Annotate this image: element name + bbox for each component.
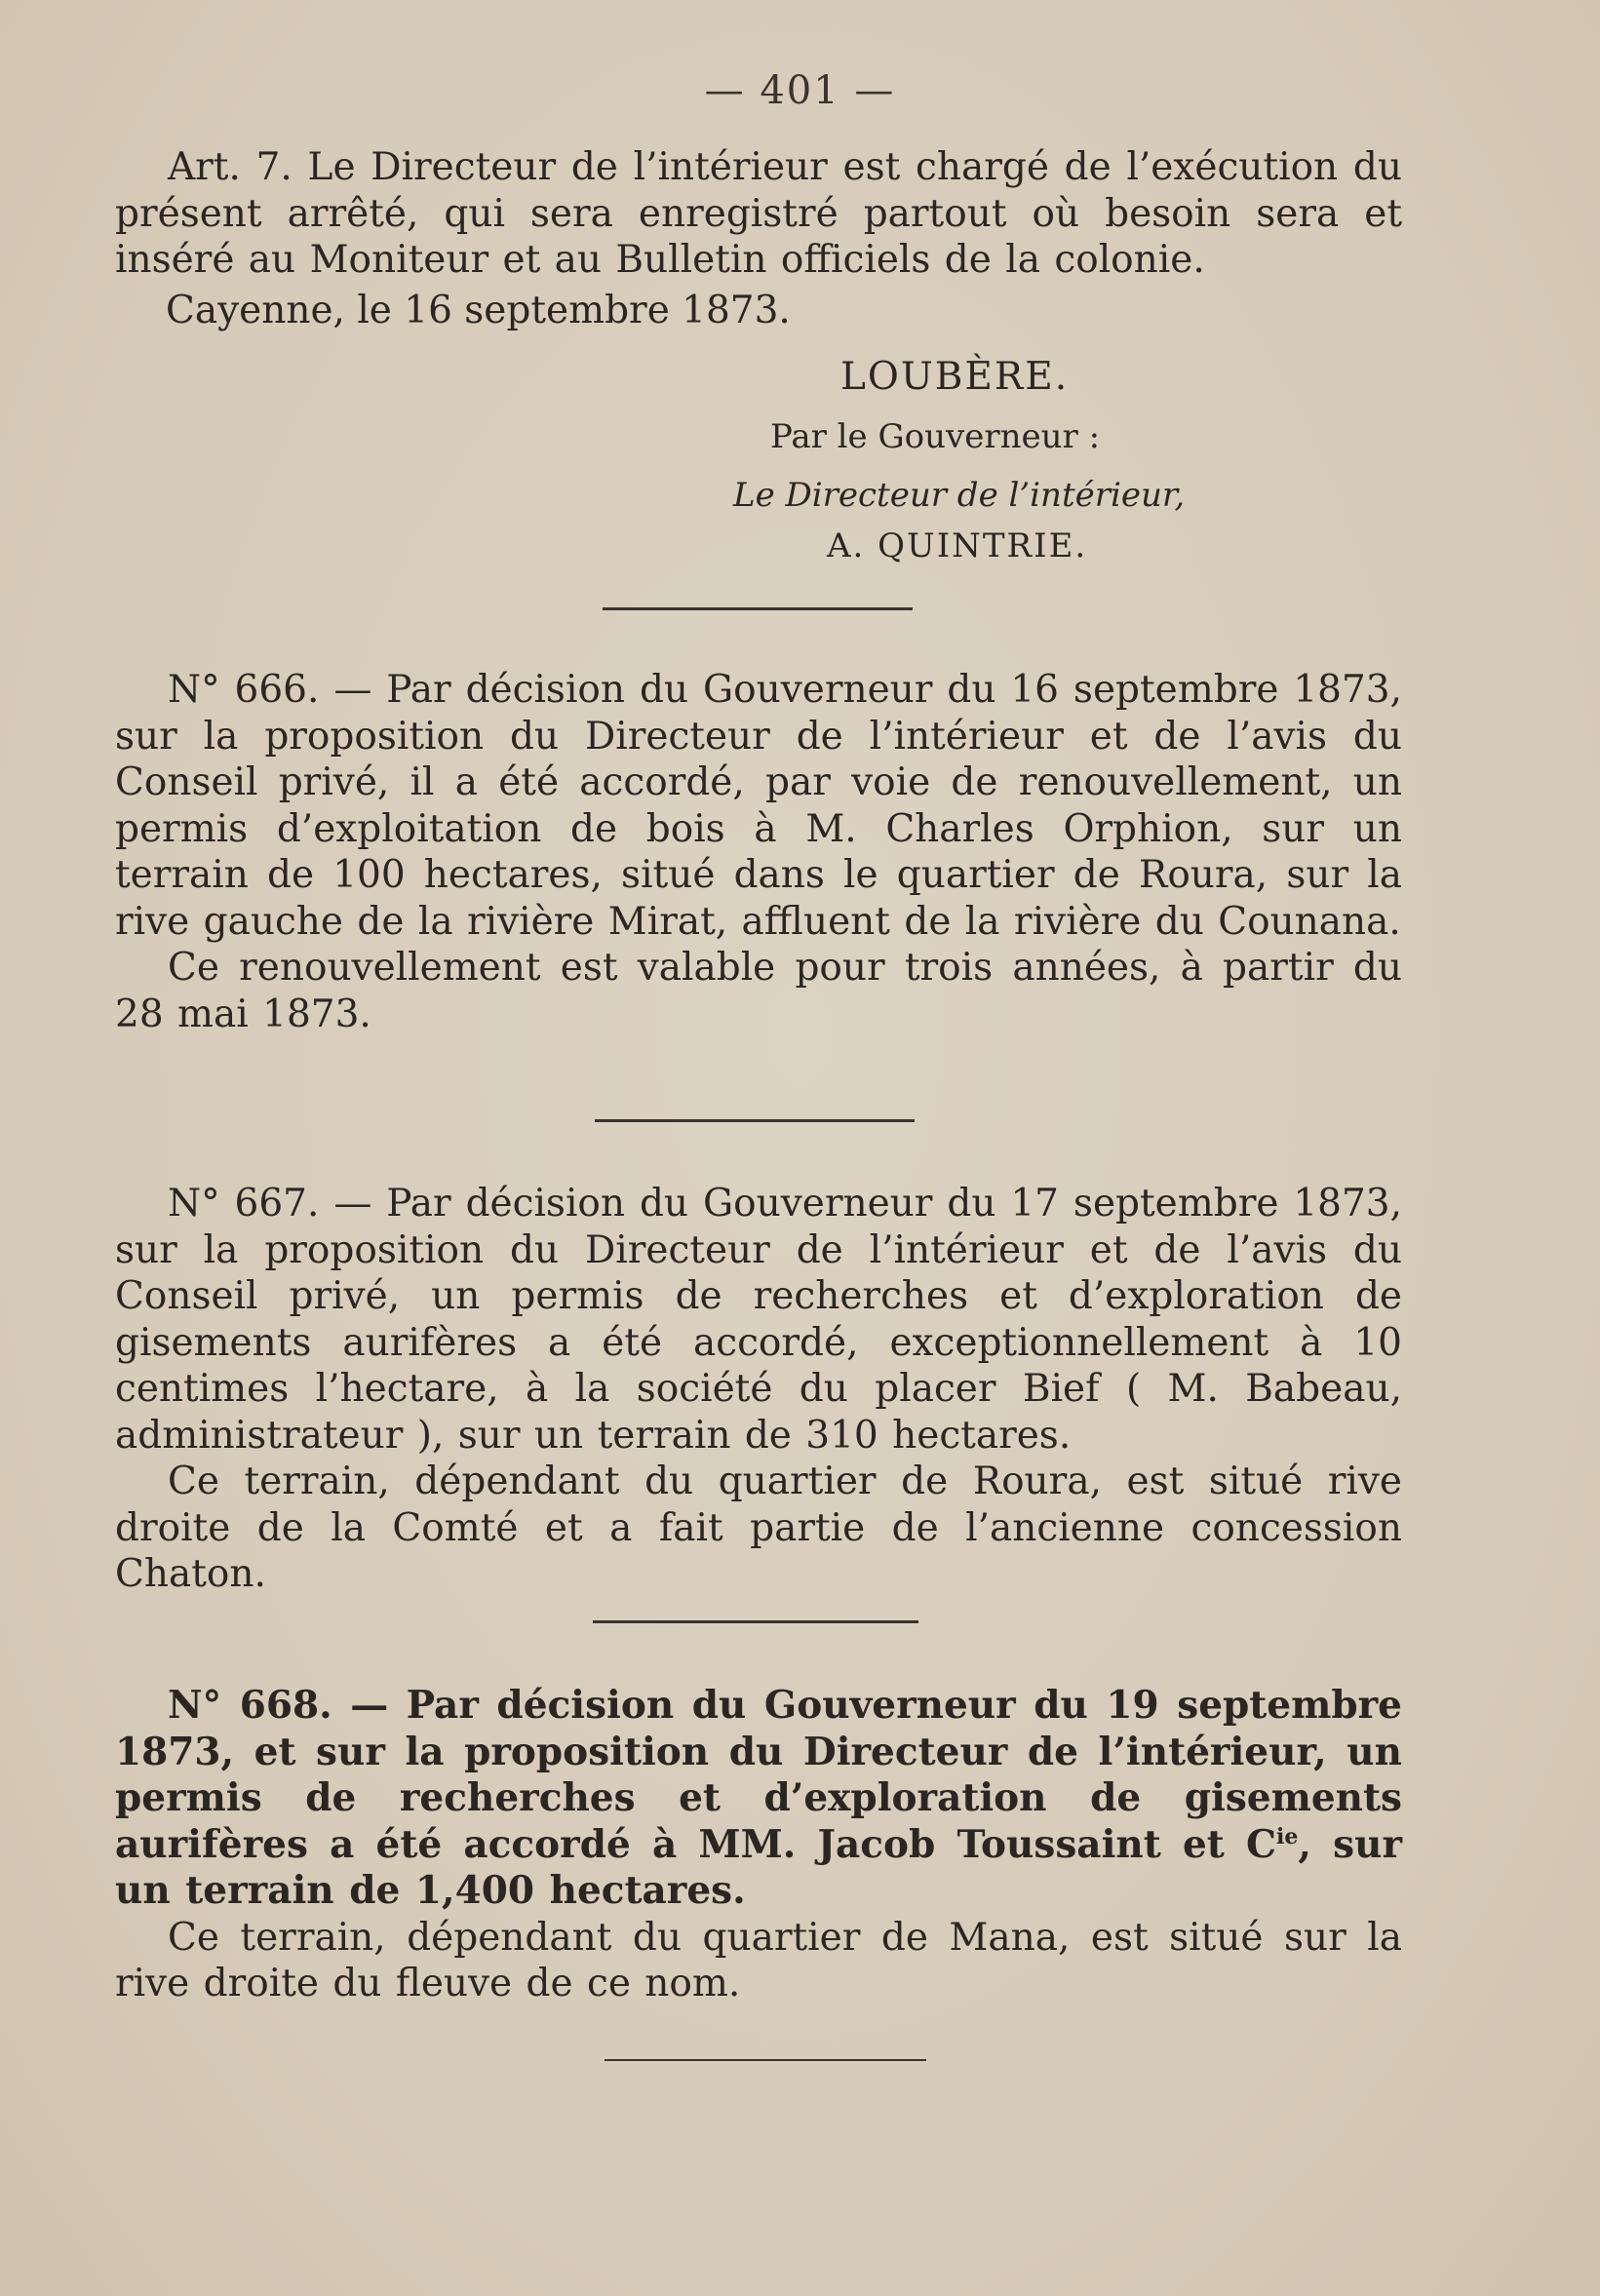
- entry-668-text-end: , sur un terrain de 1,400 hectares.: [115, 1821, 1403, 1913]
- article-7-paragraph: [115, 144, 1402, 284]
- page-number: — 401 —: [704, 68, 896, 113]
- entry-668-text: [115, 1683, 1402, 1915]
- section-divider: [595, 1119, 915, 1122]
- entry-667: [115, 1181, 1402, 1598]
- signature-director-title: Le Directeur de l’intérieur,: [733, 476, 1186, 515]
- entry-668-text-2: Ce terrain, dépendant du quartier de Mana, est situé sur la rive droite du fleuve de ce nom.: [115, 1915, 1402, 2005]
- entry-666-text: N° 666. — Par décision du Gouverneur du 16 septembre 1873, sur la proposition du Directeur de l’intérieur et de l’avis du Conseil privé, il a été accordé, par voie de renouvellement, un permis d’exploitation de bois à M. Charles Orphion, sur un terrain de 100 hectares, situé dans le quartier de Roura, sur la rive gauche de la rivière Mirat, affluent de la rivière du Counana.: [115, 668, 1402, 944]
- entry-666-text-2: Ce renouvellement est valable pour trois années, à partir du 28 mai 1873.: [115, 946, 1402, 1036]
- entry-668: [115, 1683, 1402, 2007]
- entry-667-text: N° 667. — Par décision du Gouverneur du 17 septembre 1873, sur la proposition du Directeur de l’intérieur et de l’avis du Conseil privé, un permis de recherches et d’exploration de gisements aurifères a été accordé, exceptionnellement à 10 centimes l’hectare, à la société du placer Bief ( M. Babeau, administrateur ), sur un terrain de 310 hectares.: [115, 1182, 1402, 1458]
- entry-668-text-start: N° 668. — Par décision du Gouverneur du 19 septembre 1873, et sur la proposition du Directeur de l’intérieur, un permis de recherches et d’exploration de gisements aurifères a été accordé à MM. Jacob Toussaint et C: [115, 1683, 1402, 1867]
- signature-governor: LOUBÈRE.: [840, 355, 1070, 399]
- signature-director-name: A. QUINTRIE.: [827, 526, 1088, 565]
- article-7-text: Art. 7. Le Directeur de l’intérieur est chargé de l’exécution du présent arrêté, qui sera enregistré partout où besoin sera et inséré au Moniteur et au Bulletin officiels de la colonie.: [115, 145, 1402, 282]
- section-divider: [603, 607, 913, 610]
- section-divider: [605, 2059, 926, 2061]
- signature-par-le-gouverneur: Par le Gouverneur :: [770, 417, 1101, 456]
- entry-666: [115, 667, 1402, 1037]
- section-divider: [593, 1620, 918, 1623]
- entry-668-superscript: ie: [1276, 1823, 1299, 1849]
- dateline: Cayenne, le 16 septembre 1873.: [166, 289, 791, 332]
- entry-667-text-2: Ce terrain, dépendant du quartier de Roura, est situé rive droite de la Comté et a fait partie de l’ancienne concession Chaton.: [115, 1459, 1402, 1596]
